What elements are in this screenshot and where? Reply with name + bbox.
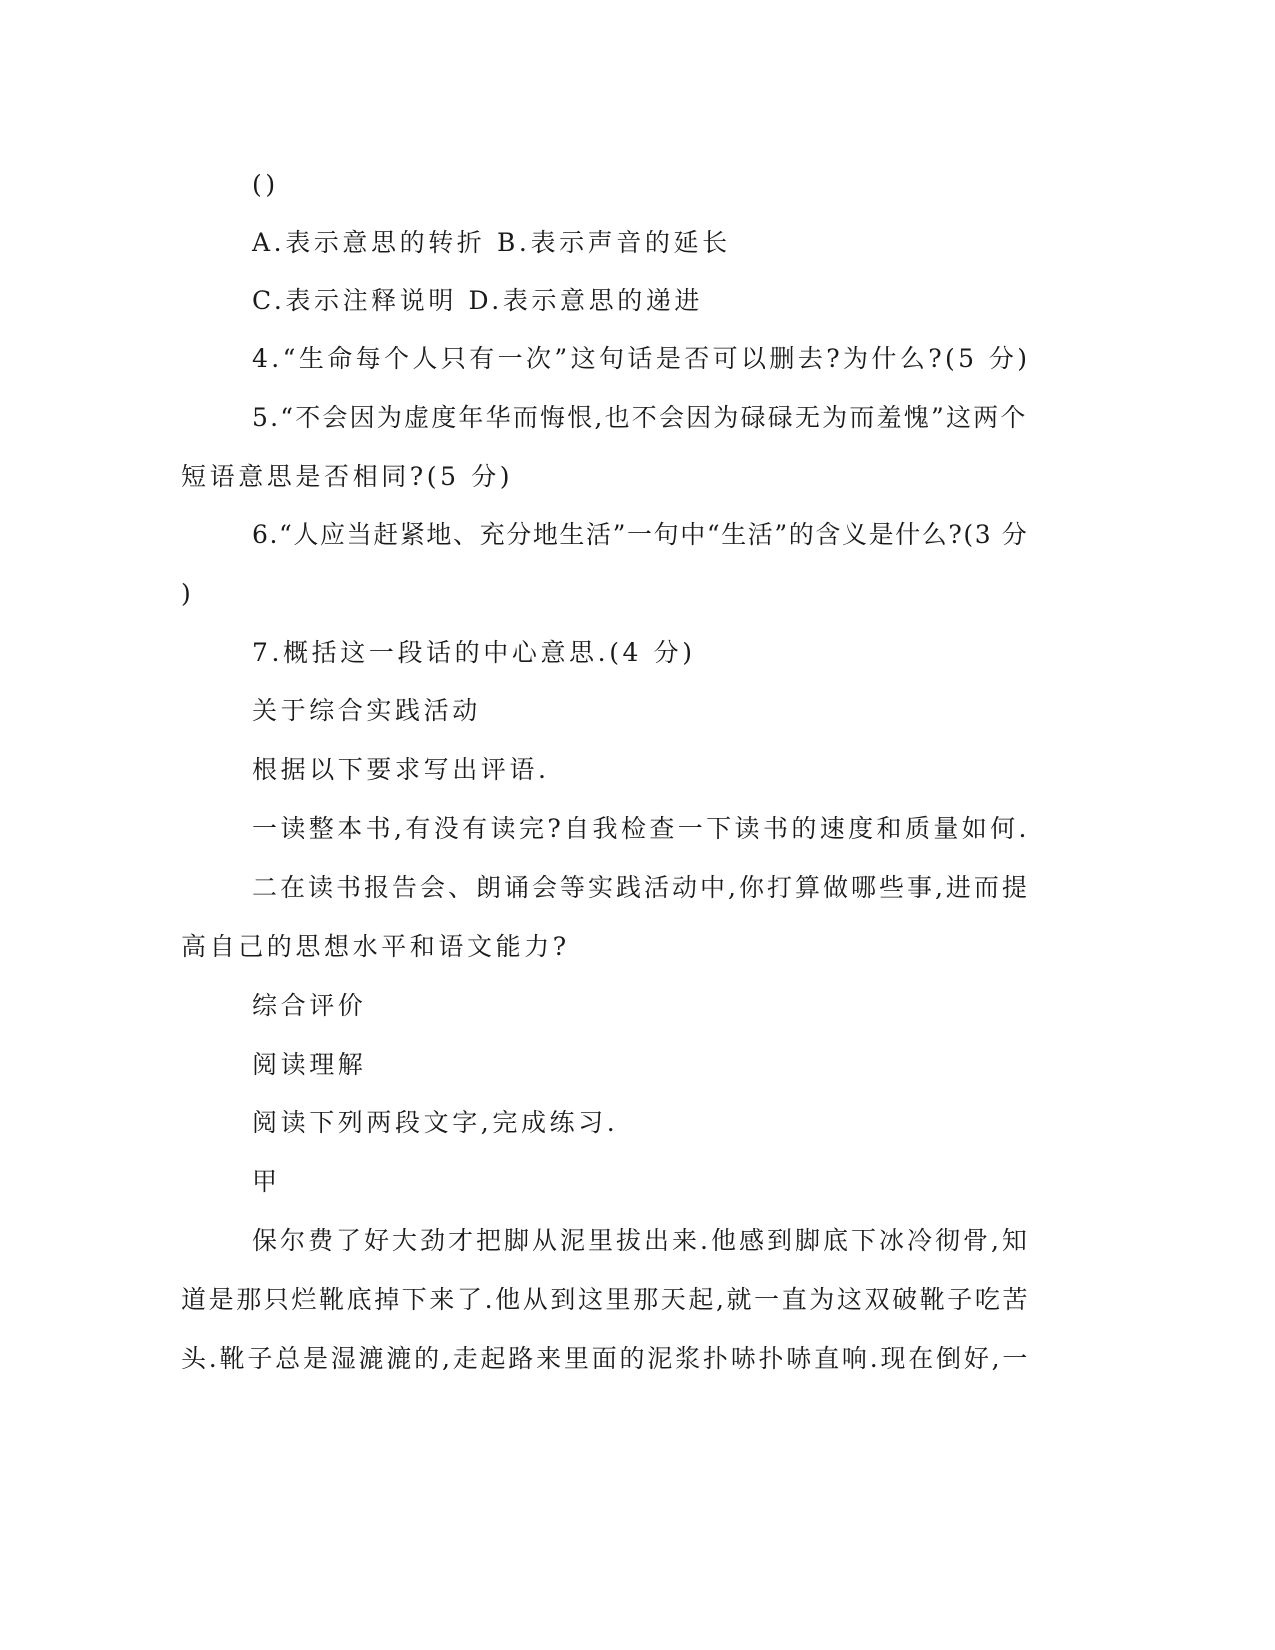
requirement-1: 一读整本书,有没有读完?自我检查一下读书的速度和质量如何. [252,814,1030,843]
option-line-ab: A.表示意思的转折 B.表示声音的延长 [252,228,731,257]
section-heading-practice: 关于综合实践活动 [252,696,481,725]
question-5: 5.“不会因为虚度年华而悔恨,也不会因为碌碌无为而羞愧”这两个 [252,403,1028,432]
section-heading-reading: 阅读理解 [252,1050,367,1079]
question-5-continued: 短语意思是否相同?(5 分) [181,462,514,491]
requirement-2: 二在读书报告会、朗诵会等实践活动中,你打算做哪些事,进而提 [252,873,1030,902]
instruction-line: 根据以下要求写出评语. [252,755,550,784]
question-7: 7.概括这一段话的中心意思.(4 分) [252,638,696,667]
requirement-2-continued: 高自己的思想水平和语文能力? [181,932,570,961]
question-6-continued: ) [181,579,195,608]
passage-label-jia: 甲 [252,1167,281,1196]
passage-paragraph-line-2: 道是那只烂靴底掉下来了.他从到这里那天起,就一直为这双破靴子吃苦 [181,1285,1031,1314]
passage-paragraph-line-1: 保尔费了好大劲才把脚从泥里拔出来.他感到脚底下冰冷彻骨,知 [252,1226,1030,1255]
section-heading-evaluation: 综合评价 [252,991,367,1020]
answer-blank-line: () [252,170,279,199]
passage-paragraph-line-3: 头.靴子总是湿漉漉的,走起路来里面的泥浆扑哧扑哧直响.现在倒好,一 [181,1344,1031,1373]
question-6: 6.“人应当赶紧地、充分地生活”一句中“生活”的含义是什么?(3 分 [252,520,1029,549]
reading-instruction: 阅读下列两段文字,完成练习. [252,1108,619,1137]
question-4: 4.“生命每个人只有一次”这句话是否可以删去?为什么?(5 分) [252,344,1031,373]
option-line-cd: C.表示注释说明 D.表示意思的递进 [252,286,704,315]
